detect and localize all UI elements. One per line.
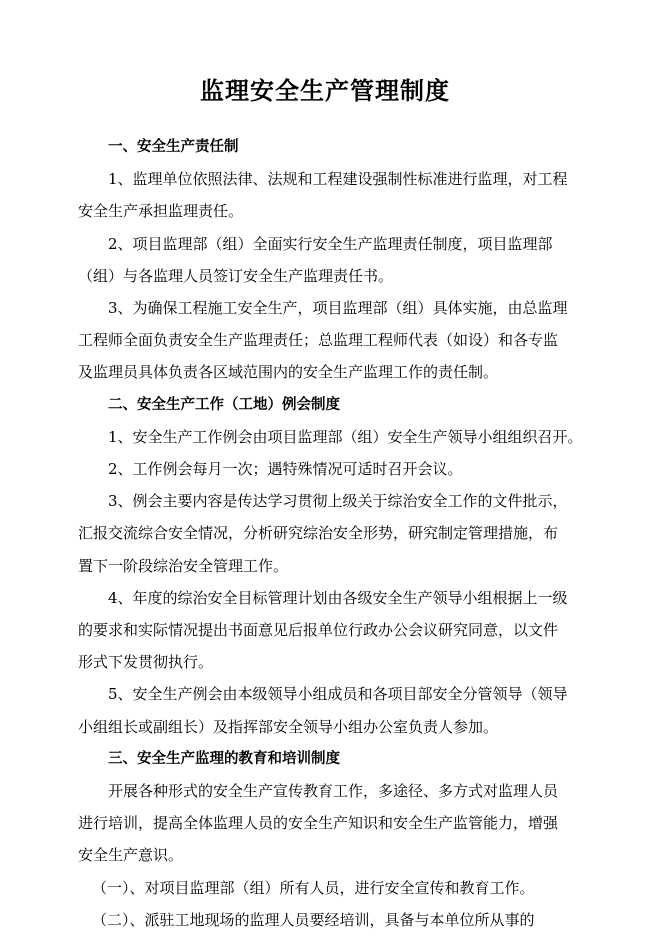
paragraph-line: 2、项目监理部（组）全面实行安全生产监理责任制度，项目监理部 — [108, 234, 553, 253]
paragraph-line: 及监理员具体负责各区域范围内的安全生产监理工作的责任制。 — [78, 363, 499, 382]
section-heading: 三、安全生产监理的教育和培训制度 — [108, 750, 340, 767]
paragraph-line: 置下一阶段综治安全管理工作。 — [78, 556, 289, 575]
paragraph-line: 进行培训，提高全体监理人员的安全生产知识和安全生产监管能力，增强 — [78, 814, 559, 833]
paragraph-line: 形式下发贯彻执行。 — [78, 653, 214, 672]
paragraph-line: 汇报交流综合安全情况，分析研究综治安全形势，研究制定管理措施，布 — [78, 524, 559, 543]
paragraph-line: 2、工作例会每月一次；遇特殊情况可适时召开会议。 — [108, 460, 463, 479]
section-heading: 一、安全生产责任制 — [108, 139, 239, 155]
paragraph-line: 工程师全面负责安全生产监理责任；总监理工程师代表（如设）和各专监 — [78, 331, 559, 350]
document-title: 监理安全生产管理制度 — [200, 77, 450, 105]
paragraph-line: 1、监理单位依照法律、法规和工程建设强制性标准进行监理，对工程 — [108, 170, 568, 189]
paragraph-line: 5、安全生产例会由本级领导小组成员和各项目部安全分管领导（领导 — [108, 685, 568, 704]
paragraph-line: （一）、对项目监理部（组）所有人员，进行安全宣传和教育工作。 — [92, 878, 535, 897]
paragraph-line: 小组组长或副组长）及指挥部安全领导小组办公室负责人参加。 — [78, 717, 499, 736]
document-body — [78, 131, 583, 936]
paragraph-line: （组）与各监理人员签订安全生产监理责任书。 — [78, 266, 394, 285]
paragraph-line: （二）、派驻工地现场的监理人员要经培训，具备与本单位所从事的 — [92, 910, 535, 929]
paragraph-line: 4、年度的综治安全目标管理计划由各级安全生产领导小组根据上一级 — [108, 588, 568, 607]
paragraph-line: 安全生产意识。 — [78, 846, 184, 865]
paragraph-line: 3、例会主要内容是传达学习贯彻上级关于综治安全工作的文件批示， — [108, 492, 568, 511]
section-heading: 二、安全生产工作（工地）例会制度 — [108, 396, 340, 413]
paragraph-line: 的要求和实际情况提出书面意见后报单位行政办公会议研究同意，以文件 — [78, 621, 559, 640]
paragraph-line: 安全生产承担监理责任。 — [78, 202, 244, 221]
paragraph-line: 1、安全生产工作例会由项目监理部（组）安全生产领导小组组织召开。 — [108, 427, 583, 446]
paragraph-line: 3、为确保工程施工安全生产，项目监理部（组）具体实施，由总监理 — [108, 299, 568, 318]
paragraph-line: 开展各种形式的安全生产宣传教育工作，多途径、多方式对监理人员 — [108, 782, 559, 801]
